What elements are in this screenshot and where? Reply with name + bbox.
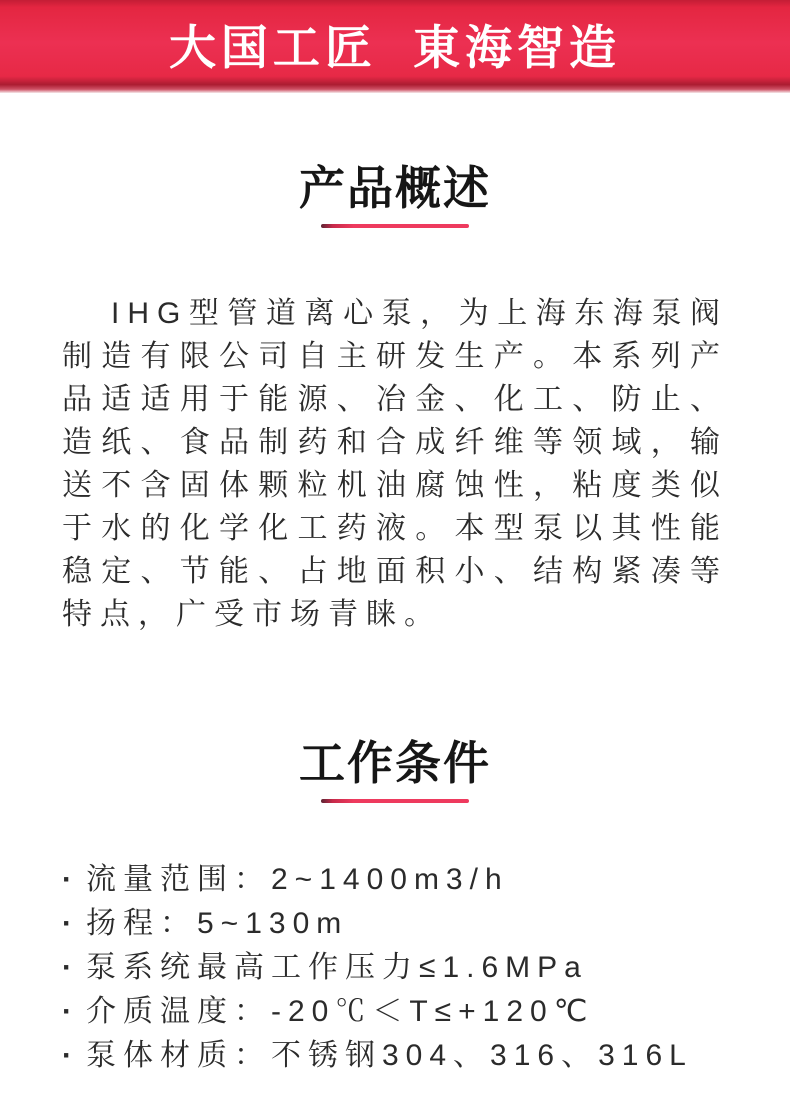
overview-paragraph: IHG型管道离心泵，为上海东海泵阀制造有限公司自主研发生产。本系列产品适适用于能源、冶金、化工、防止、造纸、食品制药和合成纤维等领域，输送不含固体颗粒机油腐蚀性，粘度类似于水的化学化工药液。本型泵以其性能稳定、节能、占地面积小、结构紧凑等特点，广受市场青睐。 (62, 297, 728, 631)
banner-title: 大国工匠 東海智造 (168, 21, 622, 74)
list-item-text: 介质温度：-20℃＜T≤+120℃ (86, 995, 595, 1028)
overview-title-underline (321, 224, 469, 228)
list-item-max-pressure (62, 946, 750, 990)
list-item-medium-temperature (62, 990, 750, 1034)
bullet-dot: · (62, 995, 72, 1028)
list-item-body-material (62, 1034, 750, 1078)
list-item-text: 泵体材质：不锈钢304、316、316L (86, 1039, 693, 1072)
conditions-title-underline (321, 799, 469, 803)
overview-section (0, 162, 790, 636)
list-item-text: 流量范围：2~1400m3/h (86, 863, 509, 896)
conditions-title: 工作条件 (299, 737, 491, 789)
list-item-head (62, 902, 750, 946)
conditions-section (0, 737, 790, 1078)
conditions-list (0, 858, 790, 1078)
content (0, 162, 790, 1078)
overview-title: 产品概述 (299, 162, 491, 214)
bullet-dot: · (62, 951, 72, 984)
list-item-text: 泵系统最高工作压力≤1.6MPa (86, 951, 588, 984)
bullet-dot: · (62, 907, 72, 940)
bullet-dot: · (62, 1039, 72, 1072)
bullet-dot: · (62, 863, 72, 896)
banner (0, 0, 790, 93)
list-item-flow-range (62, 858, 750, 902)
list-item-text: 扬程：5~130m (86, 907, 349, 940)
